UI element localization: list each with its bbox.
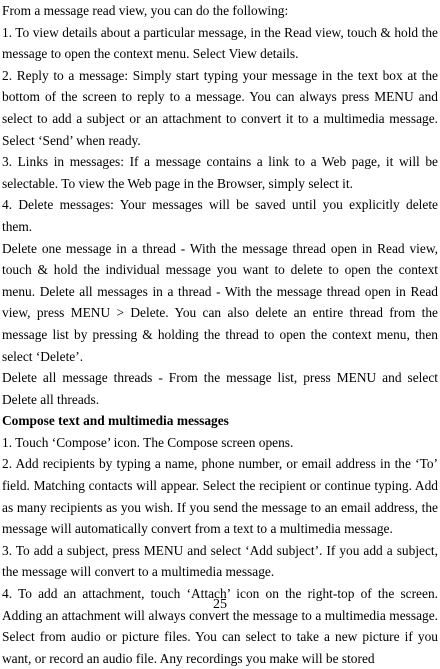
compose-step-2: 2. Add recipients by typing a name, phone number, or email address in the ‘To’ field. Matching contacts will appear. Select the recipient or continue typing. Add as many recipients as you wish. If you send the message to an email address, the message will automatically convert from a text to a multimedia message. — [2, 456, 438, 537]
compose-step-3: 3. To add a subject, press MENU and select ‘Add subject’. If you add a subject, the message will convert to a multimedia message. — [2, 542, 438, 580]
delete-all-threads-paragraph: Delete all message threads - From the message list, press MENU and select Delete all threads. — [2, 370, 438, 407]
delete-messages-paragraph: 4. Delete messages: Your messages will be saved until you explicitly delete them. — [2, 197, 438, 234]
intro-paragraph: From a message read view, you can do the following: — [2, 3, 289, 18]
compose-step-1: 1. Touch ‘Compose’ icon. The Compose screen opens. — [2, 434, 294, 450]
section-heading: Compose text and multimedia messages — [2, 413, 229, 429]
document-page — [2, 0, 438, 669]
view-details-paragraph: 1. To view details about a particular message, in the Read view, touch & hold the message to open the context menu. Select View details. — [2, 24, 438, 62]
delete-one-message-paragraph: Delete one message in a thread - With the message thread open in Read view, touch & hold the individual message you want to delete to open the context menu. Delete all messages in a thread - With the message thread open in Read view, press MENU > Delete. You can also delete an entire thread from the message list by pressing & holding the thread to open the context menu, then select ‘Delete’. — [2, 240, 438, 364]
page-number: 25 — [213, 597, 227, 612]
compose-step-4: 4. To add an attachment, touch ‘Attach’ icon on the right-top of the screen. Adding an attachment will always convert the message to a multimedia message. Select from audio or picture files. You can select to take a new picture if you want, or record an audio file. Any recordings you make will be stored — [2, 586, 438, 666]
reply-paragraph: 2. Reply to a message: Simply start typing your message in the text box at the bottom of the screen to reply to a message. You can always press MENU and select to add a subject or an attachment to convert it to a multimedia message. Select ‘Send’ when ready. — [2, 67, 438, 148]
links-paragraph: 3. Links in messages: If a message contains a link to a Web page, it will be selectable. To view the Web page in the Browser, simply select it. — [2, 154, 438, 191]
